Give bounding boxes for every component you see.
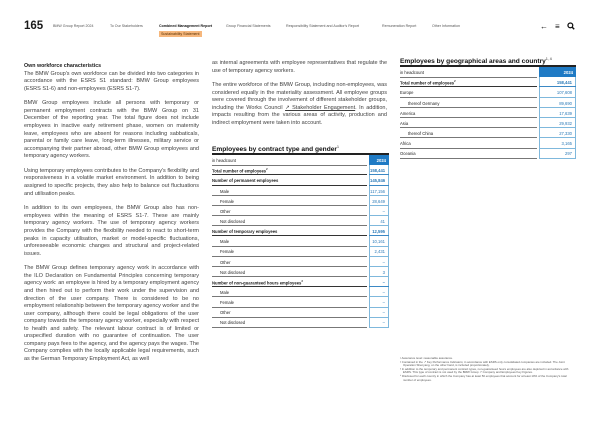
row-label-text: Male xyxy=(220,188,230,194)
table-row xyxy=(400,108,576,118)
row-label xyxy=(220,300,234,305)
table-title-text: Employees by contract type and gender xyxy=(212,146,337,154)
row-label xyxy=(212,168,268,173)
row-value: 10,161 xyxy=(369,236,389,246)
row-label xyxy=(400,111,415,116)
row-label-text: Total number of employees xyxy=(212,168,267,174)
page-number: 165 xyxy=(24,20,44,32)
value-divider xyxy=(539,158,576,159)
row-label-text: Number of non-guaranteed hours employees xyxy=(212,280,302,286)
value-divider xyxy=(369,327,389,328)
row-label xyxy=(220,209,230,214)
paragraph: Using temporary employees contributes to the Company's flexibility and responsiveness in a volatile market environment. In addition to being assigned to specific projects, they also help to balance out fluctuations and utilisation peaks. xyxy=(24,167,199,197)
table-header-row xyxy=(212,155,389,165)
row-value: 297 xyxy=(539,148,576,158)
row-label-text: thereof Germany xyxy=(408,100,440,106)
row-value: 27,330 xyxy=(539,128,576,138)
row-label xyxy=(400,80,456,85)
table-row xyxy=(212,226,389,236)
table-title xyxy=(212,145,389,153)
footnote-ref: 2 xyxy=(454,80,456,84)
table-row xyxy=(212,165,389,175)
nav-item-financial-statements[interactable]: Group Financial Statements xyxy=(226,24,271,28)
paragraph: In addition to its own employees, the BMW Group also has non-employees within the meaning of ESRS S1-7. These are mainly temporary agency workers. The use of temporary agency workers provides the Company with the flexibility needed to react to short-term peaks in capacity utilisation, market or model-specific fluctuations, unforeseeable economic changes and structural and project-related issues. xyxy=(24,205,199,257)
table-title-text: Employees by geographical areas and country xyxy=(400,58,546,66)
row-value: 107,608 xyxy=(539,87,576,97)
row-label xyxy=(220,260,230,265)
row-value: 117,156 xyxy=(369,186,389,196)
row-value: 2,431 xyxy=(369,246,389,256)
row-label-text: Total number of employees xyxy=(400,80,455,86)
row-value: – xyxy=(369,277,389,287)
row-label xyxy=(400,90,414,95)
stakeholder-engagement-link[interactable]: ↗ Stakeholder Engagement xyxy=(285,104,356,111)
table-row xyxy=(212,257,389,267)
row-label xyxy=(220,199,234,204)
row-label-text: Oceania xyxy=(400,151,416,157)
paragraph: BMW Group employees include all persons with temporary or permanent employment contracts with the BMW Group on 31 December of the reporting year. The total figure does not include employees in inactive early retirement phase, women on maternity leave, employees who are absent for reasons including sabbaticals, parental or family care leave, long-term illnesses, military service or accompanying their partner abroad, other BMW Group employees and temporary agency workers. xyxy=(24,100,199,160)
table-row xyxy=(400,128,576,138)
table-header-row xyxy=(400,67,576,77)
row-value: – xyxy=(369,257,389,267)
unit-label: in headcount xyxy=(212,158,236,164)
row-value: 158,441 xyxy=(539,77,576,87)
table-body xyxy=(400,77,576,158)
year-header: 2024 xyxy=(539,67,576,77)
footnote-ref: 2 xyxy=(266,168,268,172)
row-label-text: Asia xyxy=(400,120,409,126)
year-header: 2024 xyxy=(369,155,389,165)
row-label-text: Africa xyxy=(400,141,411,147)
footnote-ref: 1 xyxy=(336,145,339,149)
back-arrow-icon[interactable]: ← xyxy=(540,22,548,31)
row-value: 12,595 xyxy=(369,226,389,236)
table-row xyxy=(212,307,389,317)
row-label xyxy=(212,178,278,183)
unit-label: in headcount xyxy=(400,70,424,76)
row-label xyxy=(220,290,229,295)
table-row xyxy=(212,206,389,216)
table-row xyxy=(212,317,389,327)
row-value: 3 xyxy=(369,267,389,277)
row-value: – xyxy=(369,307,389,317)
paragraph: as internal agreements with employee representatives that regulate the use of temporary agency workers. xyxy=(212,60,387,74)
row-label xyxy=(400,141,411,146)
middle-column xyxy=(212,60,387,135)
footnote-ref: 1, 4 xyxy=(545,57,552,61)
row-label-text: Number of temporary employees xyxy=(212,229,278,235)
section-heading: Own workforce characteristics xyxy=(24,63,102,69)
table-row xyxy=(400,138,576,148)
menu-icon[interactable]: ≡ xyxy=(555,22,560,31)
left-column xyxy=(24,63,199,371)
row-label-text: Male xyxy=(220,239,230,245)
row-value: 145,846 xyxy=(369,175,389,185)
table-row xyxy=(212,297,389,307)
row-label-text: Not disclosed xyxy=(220,269,246,275)
row-divider xyxy=(212,327,367,328)
table-body xyxy=(212,165,389,327)
row-label xyxy=(400,151,416,156)
row-label xyxy=(400,121,408,126)
row-value: – xyxy=(369,317,389,327)
row-value: 17,639 xyxy=(539,108,576,118)
footnote-ref: 3 xyxy=(301,279,303,283)
table-row xyxy=(400,87,576,97)
table-row xyxy=(400,148,576,158)
geographical-table xyxy=(400,57,576,158)
search-icon[interactable] xyxy=(567,22,575,32)
table-row xyxy=(212,246,389,256)
footnote: ³ In addition to the temporary and permanent contract types, non-guaranteed hours employees are also depicted in accordance with ESRS. This type of contract is not used by the BMW Group ↗ Company and Employees Key Figures. xyxy=(400,366,569,375)
row-divider xyxy=(400,158,537,159)
table-row xyxy=(400,77,576,87)
row-label xyxy=(220,270,245,275)
paragraph: The BMW Group's own workforce can be divided into two categories in accordance with the ESRS S1 standard: BMW Group employees (ESRS S1-6) and non-employees (ESRS S1-7). xyxy=(24,70,199,92)
row-label-text: Europe xyxy=(400,90,414,96)
row-label-text: Other xyxy=(220,208,231,214)
nav-item-other-information[interactable]: Other Information xyxy=(432,24,460,28)
row-label xyxy=(220,239,229,244)
table-row xyxy=(212,175,389,185)
table-row xyxy=(400,98,576,108)
header-icons xyxy=(540,22,575,32)
table-row xyxy=(212,186,389,196)
row-value: 89,690 xyxy=(539,98,576,108)
row-label-text: Other xyxy=(220,259,231,265)
row-label-text: Female xyxy=(220,198,234,204)
footnote: ¹ Assurance level: reasonable assurance. xyxy=(400,356,453,360)
nav-item-management-report[interactable]: Combined Management Report xyxy=(159,24,213,28)
paragraph-text: The entire workforce of the BMW Group, including non-employees, was considered equally in the materiality assessment. All employee groups were covered through the involvement of different stakeholder groups, including the Works Council xyxy=(212,82,387,111)
row-label xyxy=(220,320,245,325)
row-value: 29,932 xyxy=(539,118,576,128)
footnote: ² Contained in the ↗ Key Performance Indicators; in accordance with ESRS only consolidated companies are included. The Joint Operation Shenyang, on the other hand, is included proportionately. xyxy=(400,359,565,368)
row-label xyxy=(212,229,277,234)
paragraph xyxy=(212,82,387,127)
row-label-text: thereof China xyxy=(408,131,434,137)
nav-item-remuneration[interactable]: Remuneration Report xyxy=(382,24,417,28)
sub-tab-sustainability[interactable]: Sustainability Statement xyxy=(161,32,200,36)
row-label xyxy=(408,131,433,136)
table-row xyxy=(212,216,389,226)
row-value: 3,165 xyxy=(539,138,576,148)
row-value: – xyxy=(369,297,389,307)
row-value: 41 xyxy=(369,216,389,226)
row-value: 158,441 xyxy=(369,165,389,175)
nav-item-responsibility[interactable]: Responsibility Statement and Auditor's Report xyxy=(286,24,359,28)
row-value: 28,649 xyxy=(369,196,389,206)
row-label-text: Male xyxy=(220,290,230,296)
page-header xyxy=(0,0,600,48)
row-label-text: Female xyxy=(220,300,234,306)
paragraph-text: . In addition, impacts resulting from the various areas of activity, production and indirect employment were taken into account. xyxy=(212,104,388,127)
table-row xyxy=(212,277,389,287)
nav-item-stakeholders[interactable]: To Our Stakeholders xyxy=(110,24,143,28)
row-label xyxy=(212,280,303,285)
table-title xyxy=(400,57,576,65)
row-label-text: Not disclosed xyxy=(220,219,246,225)
row-label-text: Number of permanent employees xyxy=(212,178,279,184)
table-row xyxy=(212,267,389,277)
row-label xyxy=(220,189,229,194)
row-value: – xyxy=(369,287,389,297)
contract-type-table xyxy=(212,145,389,328)
row-label-text: Not disclosed xyxy=(220,320,246,326)
row-label-text: America xyxy=(400,110,416,116)
table-row xyxy=(212,287,389,297)
row-label xyxy=(220,249,234,254)
row-label xyxy=(408,101,439,106)
paragraph: The BMW Group defines temporary agency work in accordance with the ILO Declaration on Fundamental Principles concerning temporary agency work: an employee is hired by a temporary employment agency and then hired out to perform their work under the supervision and direction of the user company. There is considered to be no employment relationship between the temporary agency worker and the user company, although there could be legal obligations of the user company towards the temporary agency worker, especially with respect to health and safety. The relevant labour contract is of limited or unspecified duration with no guarantee of continuation. The user company pays fees to the agency, and the agency pays the wages. The Company complies with the locally applicable legal requirements, such as the German Temporary Employment Act, as well xyxy=(24,265,199,362)
row-value: – xyxy=(369,206,389,216)
nav-item-report[interactable]: BMW Group Report 2024 xyxy=(53,24,94,28)
row-label xyxy=(220,219,245,224)
table-row xyxy=(212,236,389,246)
table-row xyxy=(400,118,576,128)
table-row xyxy=(212,196,389,206)
row-label xyxy=(220,310,230,315)
row-label-text: Female xyxy=(220,249,234,255)
row-label-text: Other xyxy=(220,310,231,316)
footnotes xyxy=(400,357,576,382)
footnote: ⁴ Disclosed for each country in which the Company has at least 50 employees that account for at least 10% of the Company's total number of employees. xyxy=(400,373,567,382)
